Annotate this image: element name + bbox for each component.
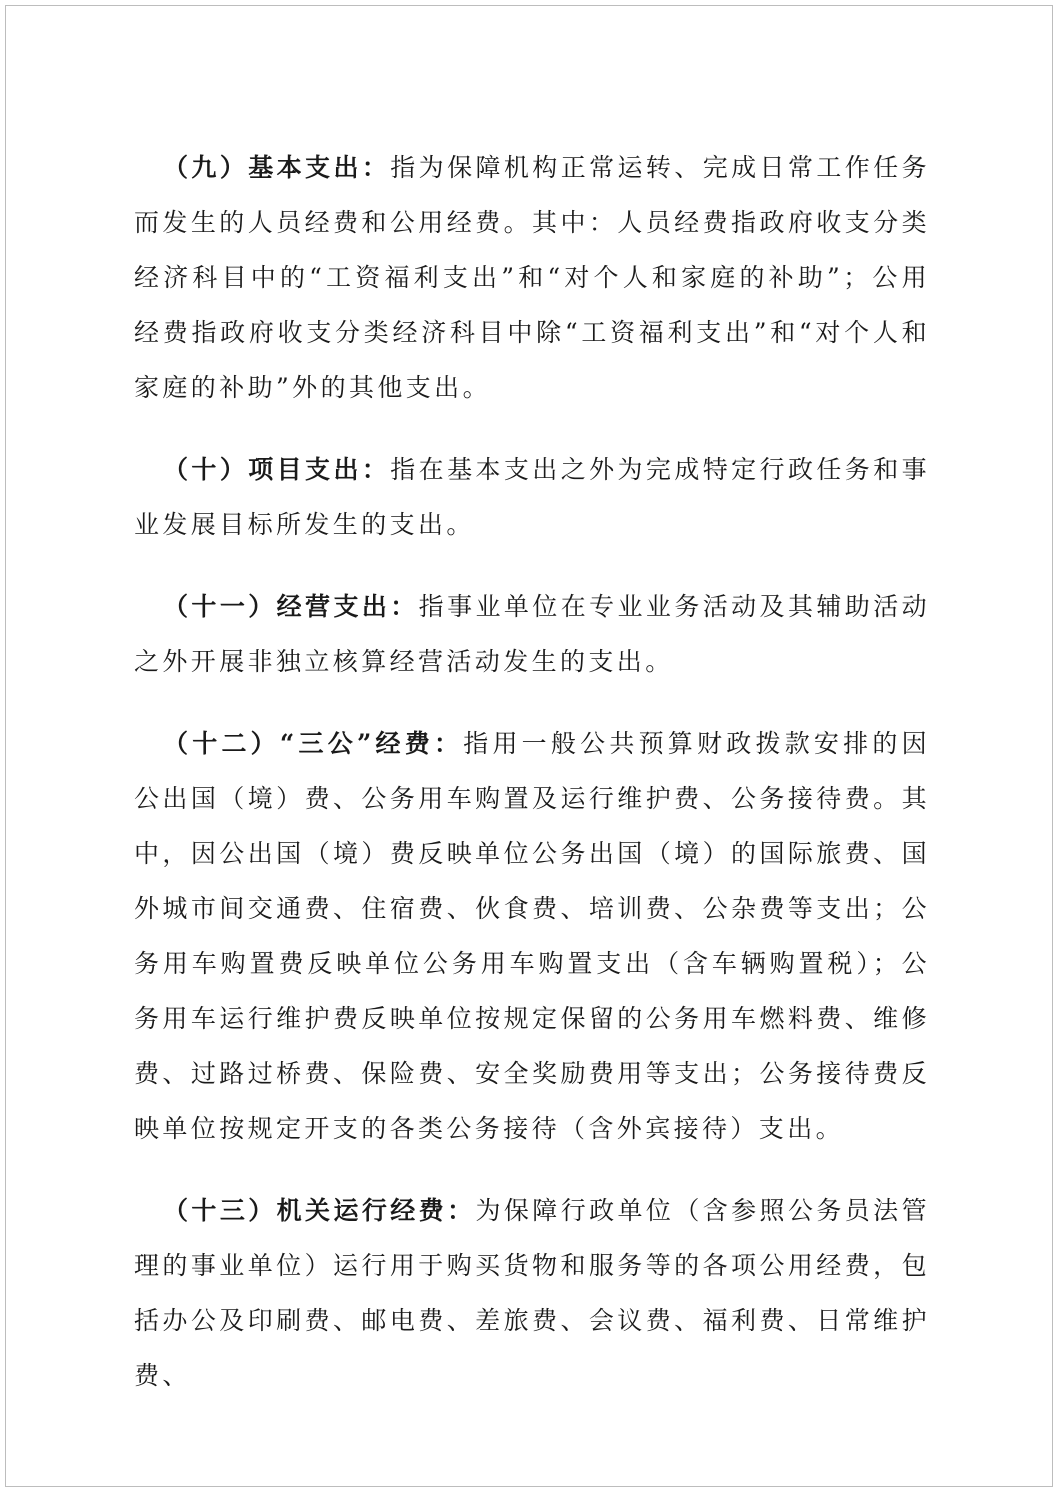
paragraph-agency-operating-costs: [134, 1183, 930, 1403]
term-agency-operating-costs: （十三）机关运行经费：: [163, 1196, 476, 1225]
paragraph-operating-expenditure: [134, 579, 930, 689]
term-project-expenditure: （十）项目支出：: [163, 455, 391, 484]
definition-agency-operating-costs: 为保障行政单位（含参照公务员法管理的事业单位）运行用于购买货物和服务等的各项公用经费，包括办公及印刷费、邮电费、差旅费、会议费、福利费、日常维护 费、: [134, 1196, 930, 1390]
definition-three-public-expenses: 指用一般公共预算财政拨款安排的因公出国（境）费、公务用车购置及运行维护费、公务接待费。其中，因公出国（境）费反映单位公务出国（境）的国际旅费、国外城市间交通费、住宿费、伙食费、培训费、公杂费等支出；公务用车购置费反映单位公务用车购置支出（含车辆购置税）；公务用车运行维护费反映单位按规定保留的公务用车燃料费、维修费、过路过桥费、保险费、安全奖励费用等支出；公务接待费反映单位按规定开支的各类公务接待（含外宾接待）支出。: [134, 729, 930, 1143]
paragraph-three-public-expenses: [134, 716, 930, 1156]
definition-operating-expenditure: 指事业单位在专业业务活动及其辅助活动之外开展非独立核算经营活动发生的支出。: [134, 592, 930, 676]
definition-project-expenditure: 指在基本支出之外为完成特定行政任务和事业发展目标所发生的支出。: [134, 455, 930, 539]
paragraph-basic-expenditure: [134, 140, 930, 415]
term-operating-expenditure: （十一）经营支出：: [163, 592, 419, 621]
definition-basic-expenditure: 指为保障机构正常运转、完成日常工作任务而发生的人员经费和公用经费。其中：人员经费指政府收支分类经济科目中的“工资福利支出”和“对个人和家庭的补助”；公用经费指政府收支分类经济科目中除“工资福利支出”和“对个人和家庭的补助”外的其他支出。: [134, 153, 930, 402]
document-body: [134, 140, 930, 1430]
term-basic-expenditure: （九）基本支出：: [163, 153, 391, 182]
term-three-public-expenses: （十二）“三公”经费：: [163, 729, 464, 758]
paragraph-project-expenditure: [134, 442, 930, 552]
